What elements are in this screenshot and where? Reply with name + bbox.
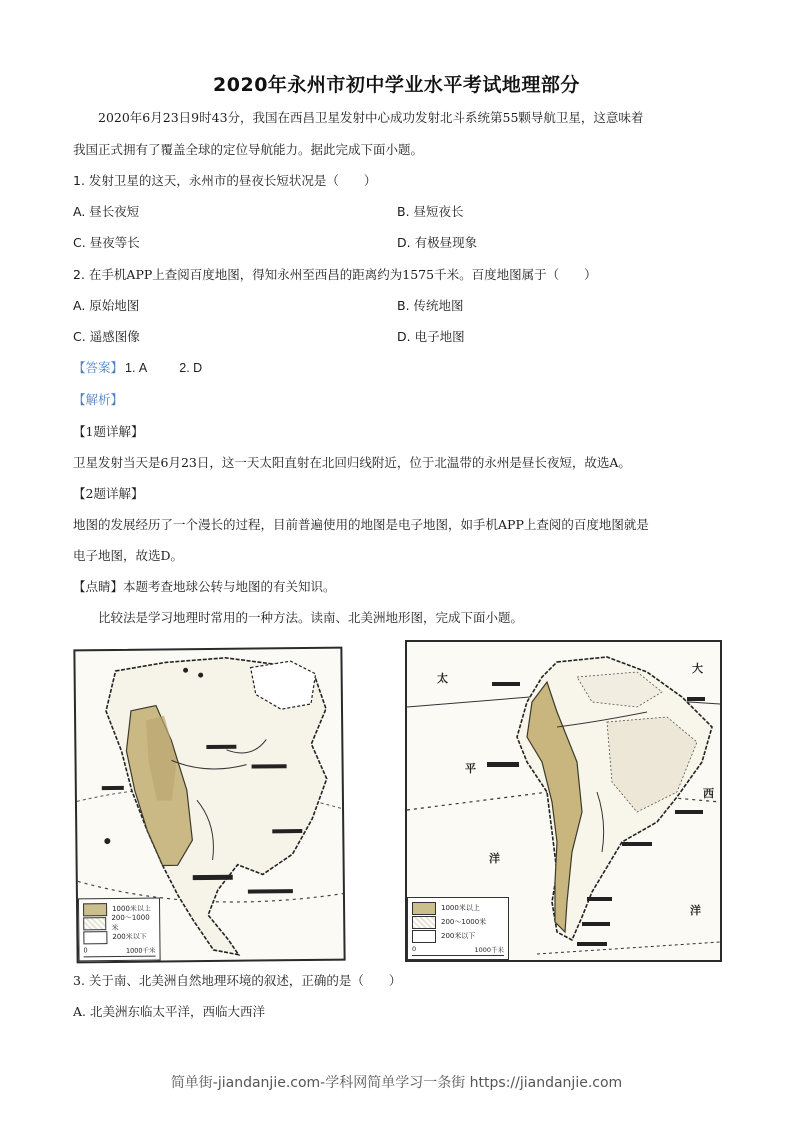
analysis-label: 【解析】 [73,392,124,407]
q2-detail-text-line-1: 地图的发展经历了一个漫长的过程，目前普遍使用的地图是电子地图，如手机APP上查阅的百度地图就是 [73,517,649,532]
footer-watermark: 简单街-jiandanjie.com-学科网简单学习一条街 https://jiandanjie.com [170,1075,623,1091]
question-3-number: 3. [73,973,85,988]
america-maps [72,638,732,963]
ocean-label-yang-pacific: 洋 [489,852,500,865]
question-2 [73,267,597,283]
ocean-label-ping: 平 [465,762,476,775]
north-america-legend: 1000米以上 200～1000米 200米以下 0 1000千米 [78,898,161,962]
tip-label: 【点睛】 [73,579,124,594]
ocean-label-da: 大 [692,662,703,675]
tip-text: 本题考查地球公转与地图的有关知识。 [123,579,336,594]
q1-option-a: A. 昼长夜短 [73,204,140,219]
q1-option-b: B. 昼短夜长 [397,204,464,219]
answer-label: 【答案】 [73,360,124,375]
ocean-label-tai: 太 [437,672,448,685]
question-2-number: 2. [73,267,85,282]
answer-q2: 2. D [179,361,203,375]
q2-detail-text-line-2: 电子地图，故选D。 [73,548,184,563]
intro-paragraph-line-1: 2020年6月23日9时43分，我国在西昌卫星发射中心成功发射北斗系统第55颗导航卫星，这意味着 [98,110,644,125]
q2-detail-heading: 【2题详解】 [73,486,144,501]
q2-option-c: C. 遥感图像 [73,329,140,344]
north-america-map [73,647,345,964]
answer-line [73,360,202,376]
intro-paragraph-2: 比较法是学习地理时常用的一种方法。读南、北美洲地形图，完成下面小题。 [98,610,524,625]
q1-option-d: D. 有极昼现象 [397,235,478,250]
question-3 [73,973,401,989]
question-2-stem: 在手机APP上查阅百度地图，得知永州至西昌的距离约为1575千米。百度地图属于（ ） [88,267,597,282]
q2-option-d: D. 电子地图 [397,329,465,344]
q2-option-b: B. 传统地图 [397,298,464,313]
question-3-stem: 关于南、北美洲自然地理环境的叙述，正确的是（ ） [88,973,402,988]
q2-option-a: A. 原始地图 [73,298,140,313]
ocean-label-xi: 西 [703,787,714,800]
answer-q1: 1. A [125,361,148,375]
q1-detail-heading: 【1题详解】 [73,424,144,439]
north-america-scale-bar: 0 1000千米 [83,946,155,958]
question-1 [73,173,376,189]
page-title: 2020年永州市初中学业水平考试地理部分 [213,74,580,96]
question-1-stem: 发射卫星的这天，永州市的昼夜长短状况是（ ） [88,173,377,188]
south-america-map [405,640,722,962]
question-1-number: 1. [73,173,85,188]
q3-option-a: A. 北美洲东临太平洋，西临大西洋 [73,1004,266,1019]
q1-detail-text: 卫星发射当天是6月23日，这一天太阳直射在北回归线附近，位于北温带的永州是昼长夜短，故选A。 [73,455,631,470]
ocean-label-yang-atlantic: 洋 [690,904,701,917]
south-america-scale-bar: 0 1000千米 [412,945,504,954]
intro-paragraph-line-2: 我国正式拥有了覆盖全球的定位导航能力。据此完成下面小题。 [73,142,424,157]
q1-option-c: C. 昼夜等长 [73,235,140,250]
south-america-legend: 1000米以上 200～1000米 200米以下 0 1000千米 [407,897,509,960]
tip-line [73,579,336,595]
